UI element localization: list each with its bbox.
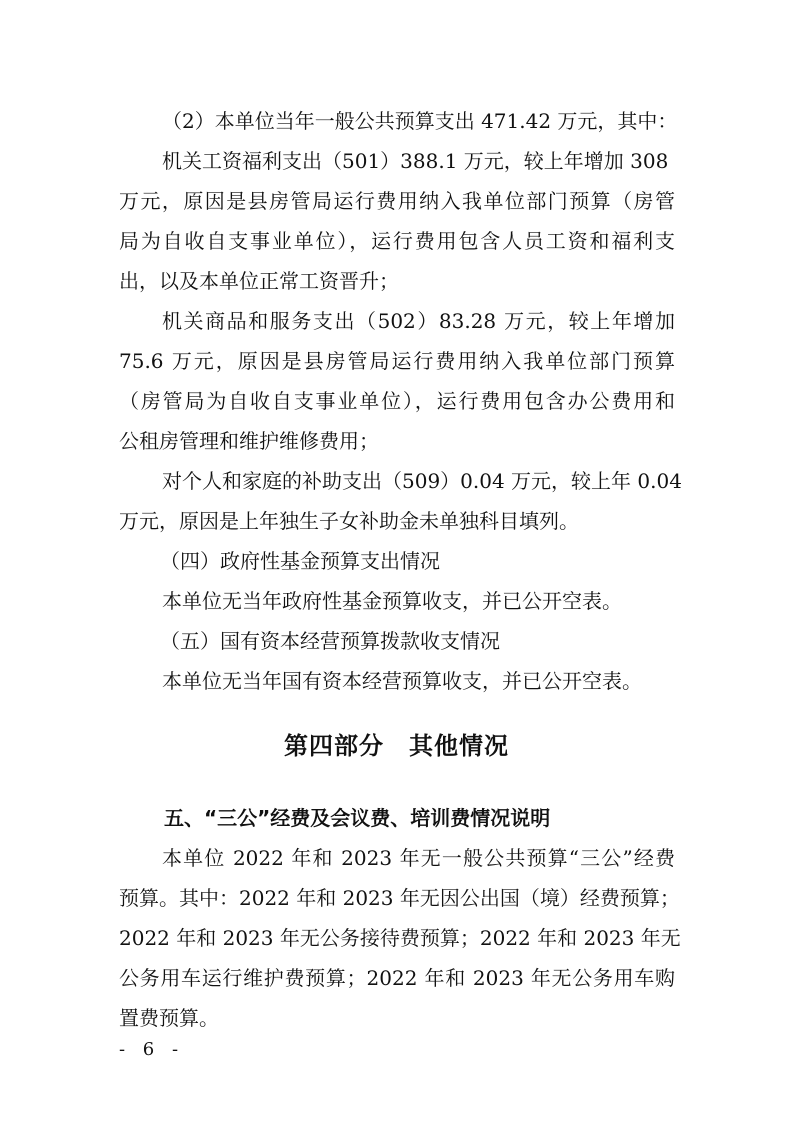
paragraph-line: 局为自收自支事业单位），运行费用包含人员工资和福利支 [119, 229, 675, 253]
paragraph-line: 预算。其中：2022 年和 2023 年无因公出国（境）经费预算； [119, 886, 680, 910]
paragraph-line: 出，以及本单位正常工资晋升； [119, 269, 399, 293]
paragraph-line: 2022 年和 2023 年无公务接待费预算；2022 年和 2023 年无 [119, 926, 681, 950]
paragraph-line: 本单位无当年国有资本经营预算收支，并已公开空表。 [162, 669, 642, 693]
page-number: - 6 - [119, 1039, 185, 1060]
paragraph-line: 对个人和家庭的补助支出（509）0.04 万元，较上年 0.04 [162, 469, 682, 493]
paragraph-line: 万元，原因是县房管局运行费用纳入我单位部门预算（房管 [119, 189, 675, 213]
part-heading: 第四部分 其他情况 [284, 731, 509, 760]
paragraph-line: 75.6 万元，原因是县房管局运行费用纳入我单位部门预算 [119, 349, 675, 373]
paragraph-line: 机关工资福利支出（501）388.1 万元，较上年增加 308 [162, 149, 669, 173]
paragraph-line: （房管局为自收自支事业单位），运行费用包含办公费用和 [119, 389, 675, 413]
paragraph-line: 公租房管理和维护维修费用； [119, 429, 379, 453]
item-heading: 五、“三公”经费及会议费、培训费情况说明 [164, 806, 551, 830]
paragraph-line: 万元，原因是上年独生子女补助金未单独科目填列。 [119, 509, 579, 533]
subsection-title: （五）国有资本经营预算拨款收支情况 [160, 629, 500, 653]
paragraph-line: 本单位无当年政府性基金预算收支，并已公开空表。 [162, 589, 622, 613]
subsection-title: （四）政府性基金预算支出情况 [160, 549, 440, 573]
paragraph-line: （2）本单位当年一般公共预算支出 471.42 万元，其中： [162, 109, 678, 133]
paragraph-line: 置费预算。 [119, 1006, 219, 1030]
paragraph-line: 本单位 2022 年和 2023 年无一般公共预算“三公”经费 [162, 846, 675, 870]
paragraph-line: 机关商品和服务支出（502）83.28 万元，较上年增加 [162, 309, 675, 333]
paragraph-line: 公务用车运行维护费预算；2022 年和 2023 年无公务用车购 [119, 966, 675, 990]
